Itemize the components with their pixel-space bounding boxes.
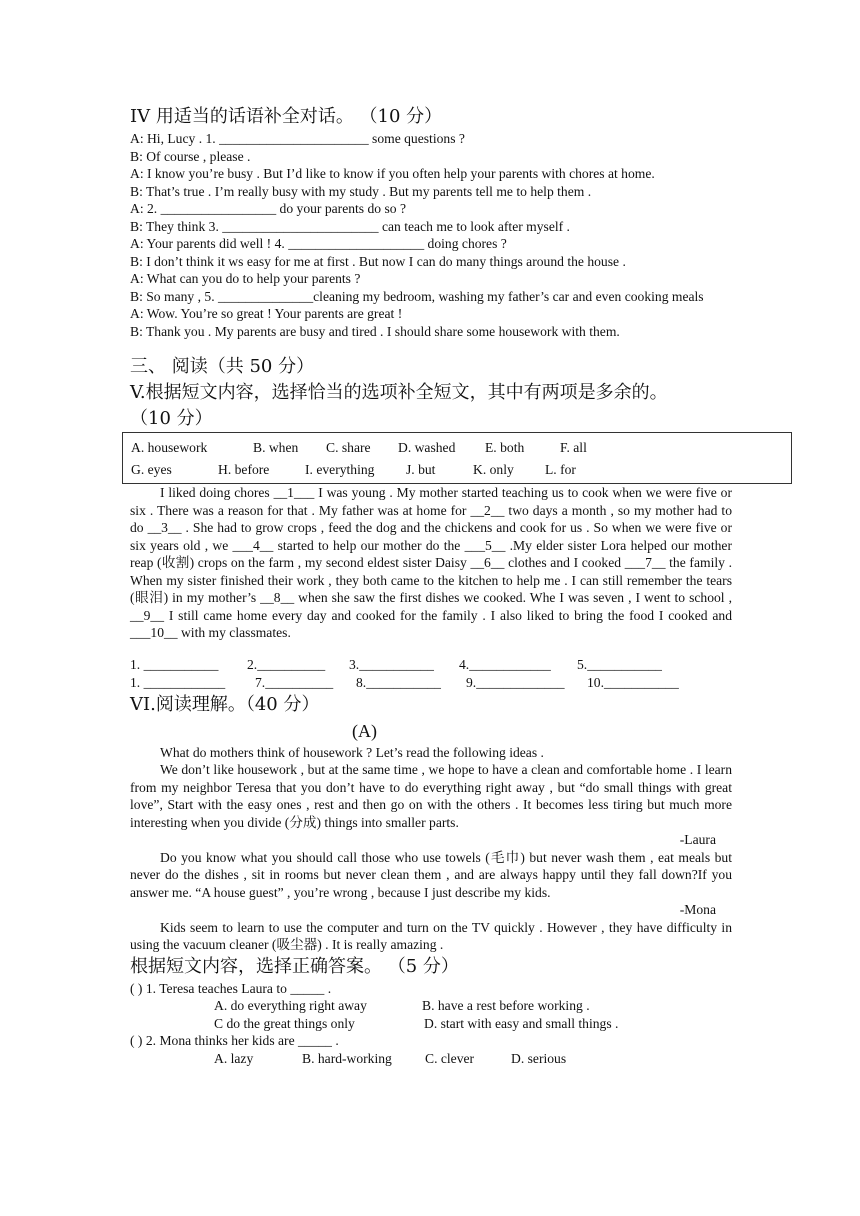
word-option: I. everything — [305, 462, 375, 477]
dialogue-line: A: 2. _________________ do your parents do so ? — [130, 201, 407, 216]
dialogue-line: B: I don’t think it ws easy for me at first . But now I can do many things around the house . — [130, 253, 626, 269]
choice-option: B. have a rest before working . — [422, 998, 590, 1013]
word-option: B. when — [253, 440, 299, 455]
answer-blank: 4.____________ — [459, 656, 551, 672]
section-reading-title: 三、 阅读（共 50 分） — [130, 356, 315, 377]
questions-instruction: 根据短文内容，选择正确答案。 （5 分） — [130, 955, 459, 977]
word-bank-row-2 — [131, 459, 791, 481]
question-1-options-cd — [130, 1015, 732, 1033]
answer-blank: 2.__________ — [247, 656, 326, 672]
dialogue-line: B: They think 3. _______________________ can teach me to look after myself . — [130, 218, 570, 234]
question-1: ( ) 1. Teresa teaches Laura to _____ . — [130, 980, 332, 996]
word-option: L. for — [545, 462, 576, 477]
choice-option: B. hard-working — [302, 1050, 392, 1066]
section-vi-title: VI.阅读理解。（40 分） — [130, 693, 320, 715]
reading-paragraph-2: Do you know what you should call those who use towels (毛巾) but never wash them , eat meals but never do the dishes , sit in rooms but never clean them , and are always happy until they fall down?If you answer me. “A house guest” , you’re wrong , because I just describe my kids. — [130, 849, 732, 900]
answer-blank: 10.___________ — [587, 674, 679, 690]
answer-blanks-row-1 — [130, 656, 732, 674]
section-v-title: V.根据短文内容，选择恰当的选项补全短文，其中有两项是多余的。 — [130, 382, 668, 403]
word-bank-row-1 — [131, 437, 791, 459]
word-option: J. but — [406, 462, 436, 477]
cloze-passage: I liked doing chores __1___ I was young . My mother started teaching us to cook when we were five or six . There was a reason for that . My father was at home for __2__ two days a month , so my mother had to do __3__ . She had to grow crops , feed the dog and the chickens and cook for us . So when we were five or six years old , we ___4__ started to help our mother do the ___5__ .My elder sister Lora helped our mother reap (收割) crops on the farm , my second eldest sister Daisy __6__ clothes and I cooked ___7__ the family . When my sister finished their work , they both came to the kitchen to help me . I can still remember the tears (眼泪) in my mother’s __8__ when she saw the first dishes we cooked. Whe I was seven , I went to school , __9__ I still came home every day and cooked for the family . I also liked to bring the food I cooked and ___10__ with my classmates. — [130, 485, 732, 640]
word-option: C. share — [326, 440, 371, 455]
answer-blank: 9._____________ — [466, 674, 565, 690]
word-bank-box — [122, 432, 792, 484]
dialogue-line: A: What can you do to help your parents ? — [130, 271, 361, 286]
answer-blank: 8.___________ — [356, 674, 441, 690]
section-iv-title: IV 用适当的话语补全对话。 （10 分） — [130, 106, 443, 127]
part-a-label: (A) — [352, 720, 377, 741]
exam-page — [130, 104, 732, 1067]
word-option: D. washed — [398, 440, 456, 455]
choice-option: D. serious — [511, 1050, 567, 1066]
answer-blank: 1. ___________ — [130, 656, 219, 672]
answer-blanks-row-2 — [130, 674, 732, 692]
answer-blank: 3.___________ — [349, 656, 434, 672]
dialogue-line: A: Wow. You’re so great ! Your parents are great ! — [130, 306, 403, 321]
reading-paragraph-3: Kids seem to learn to use the computer and turn on the TV quickly . However , they have difficulty in using the vacuum cleaner (吸尘器) . It is really amazing . — [130, 919, 732, 952]
choice-option: A. lazy — [214, 1050, 254, 1066]
word-option: G. eyes — [131, 462, 172, 477]
signature-mona: -Mona — [679, 902, 716, 917]
choice-option: D. start with easy and small things . — [424, 1015, 619, 1031]
word-option: F. all — [560, 440, 587, 455]
question-1-options-ab — [130, 997, 732, 1015]
choice-option: C. clever — [425, 1050, 475, 1066]
section-v-score: （10 分） — [130, 408, 213, 429]
choice-option: A. do everything right away — [214, 998, 367, 1013]
word-option: K. only — [473, 462, 514, 477]
answer-blank: 7.__________ — [255, 674, 334, 690]
word-option: E. both — [485, 440, 525, 455]
dialogue-line: A: Hi, Lucy . 1. ______________________ some questions ? — [130, 131, 465, 146]
question-2-options — [130, 1050, 732, 1068]
dialogue-line: B: Of course , please . — [130, 148, 251, 164]
dialogue-line: A: Your parents did well ! 4. ____________________ doing chores ? — [130, 236, 507, 251]
dialogue-line-wrapped: B: So many , 5. ______________cleaning my bedroom, washing my father’s car and even cooking meals — [130, 288, 704, 304]
reading-intro: What do mothers think of housework ? Let’s read the following ideas . — [160, 744, 544, 760]
answer-blank: 1. ____________ — [130, 674, 226, 690]
choice-option: C do the great things only — [214, 1015, 355, 1031]
reading-paragraph-1: We don’t like housework , but at the same time , we hope to have a clean and comfortable home . I learn from my neighbor Teresa that you don’t have to do everything right away , but “do small things with great love”, Start with the easy ones , rest and then go on with the others . It becomes less tiring but much more interesting when you divide (分成) things into smaller parts. — [130, 762, 732, 830]
answer-blank: 5.___________ — [577, 656, 662, 672]
dialogue-line: B: Thank you . My parents are busy and tired . I should share some housework with them. — [130, 323, 620, 339]
word-option: A. housework — [131, 440, 208, 455]
dialogue-line: B: That’s true . I’m really busy with my study . But my parents tell me to help them . — [130, 183, 592, 199]
dialogue-line: A: I know you’re busy . But I’d like to know if you often help your parents with chores at home. — [130, 166, 655, 181]
question-2: ( ) 2. Mona thinks her kids are _____ . — [130, 1033, 339, 1048]
signature-laura: -Laura — [679, 832, 716, 847]
word-option: H. before — [218, 462, 270, 477]
